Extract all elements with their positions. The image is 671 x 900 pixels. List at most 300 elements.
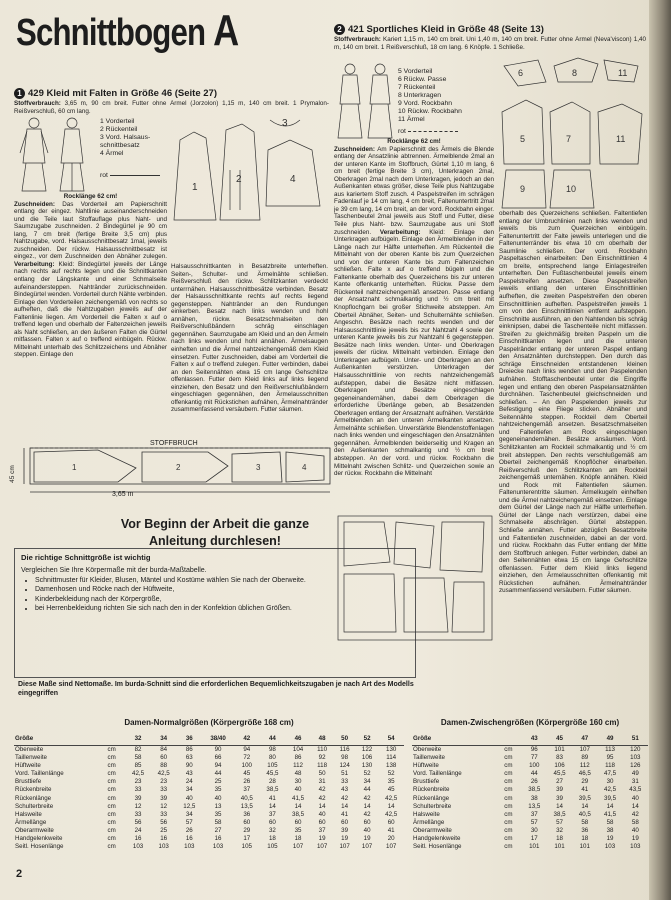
measure-unit: cm (504, 818, 513, 826)
measure-value: 14 (606, 802, 614, 810)
table-row (412, 754, 648, 762)
measure-value: 41 (581, 786, 589, 794)
fabric-width-label: 45 cm (8, 465, 16, 483)
measure-value: 89 (581, 754, 589, 762)
measure-value: 107 (316, 843, 328, 851)
measure-value: 40,5 (578, 810, 591, 818)
measure-unit: cm (107, 762, 116, 770)
measure-value: 57 (185, 818, 193, 826)
measure-unit: cm (504, 770, 513, 778)
measure-name: Ärmellänge (413, 818, 445, 826)
measure-value: 43 (185, 770, 193, 778)
fabric-length-label: 3,65 m (112, 491, 134, 498)
measure-value: 37 (530, 810, 538, 818)
measure-value: 14 (631, 802, 639, 810)
measure-name: Ärmellänge (15, 818, 47, 826)
measure-value: 103 (630, 843, 641, 851)
measure-value: 60 (243, 818, 251, 826)
svg-text:3: 3 (256, 463, 261, 472)
measure-value: 105 (267, 843, 278, 851)
model-2-instructions-col2: oberhalb des Querzeichens schließen. Faltentiefen entlang der Umbruchlinien nach links wenden und jeweils bis zum Querzeichen einbügeln. Faltenuntertritt der Falte jeweils unterlegen und die Faltenunterränder bis etwa 10 cm oberhalb der Saumlinie schließen. Der vord. Rockbahn Paspeltaschen einarbeiten: Den Einschnittlinien 4 cm breite, entsprechend lange Einlagestreifen unterheften. Den Fußtaschenbeutel jeweils einem Paspelstreifen ansetzen. Diese Paspelstreifen jeweils entlang den unteren Einschnittlinien aufheften, die zweiten Paspelstreifen den oberen Einschnittlinien aufheften. Paspelstreifen jeweils 1 cm von den Einschnittlinien entfernt aufsteppen. Einschnitte ausführen, an den Nahtenden bis schräg einknipsen, dabei die Taschenteile nicht mitfassen. Streifen zu gleichmäßig breiten Paspeln um die Einschnittkanten legen und die unteren Paspelränder entlang der unteren Paspel entlang den Ansatznähten durchsteppen. Den durch das schräge Einschneiden entstandenen kleinen Dreiecke nach links wenden und den Paspelenden aufnähen. Stofftaschenbeutel unter die Eingriffe legen und entlang den oberen Paspelansatznähten durchnähen. Taschenbeutel gleichschneiden und schließen. – An den Paspelenden jeweils zur Befestigung eine Fliege sticken. Abnäher und Seitennähte steppen. Rockteil dem Oberteil nahtzeichengemäß ansetzen. Besatzschmalseiten und Faltentiefen am Rock eingeschlagen gegeneinandernähen. Besätze ansäumen. Vord. Schlitzkanten am Rockteil schmalkantig und ½ cm breit absteppen. Den rechts verschlußgemäß am Oberteil zeichengemäß Knopflöcher einarbeiten. Reißverschluß den Schlitzkanten am Rockteil zeichengemäß unternähen. Knöpfe annähen. Kleid und Rock mit Faltentiefen säumen. Faltenunterentritte säumen. Ärmelkugeln einheften und die Ärmel nahtzeichengemäß einsetzen. Einlage dem Gürtel der Länge nach zur Hälfte unterheften. Gürtel der Länge nach verstürzen, dabei eine Schmalseite abschrägen. Gürtel absteppen. Schließe annähen. Futter abzüglich Besatzbreite und Faltentiefen zuschneiden, dabei an der vord. und rückw. Rockbahn das Futter entlang der Mitte dem Stoffbruch anlegen. Futter verbinden, dabei an den Seitennähten etwa 15 cm lange Gehschlitze offenlassen. Futter dem Kleid links liegend einziehen, den Ärmelausschnitten offenkantig mit Rückstichen aufnähen. Ärmelnahtränder zusammenfassend versäubern. Futter säumen. (499, 210, 647, 595)
measure-value: 39 (341, 826, 349, 834)
measure-value: 26 (530, 778, 538, 786)
size-guide-bullet: • Schnittmuster für Kleider, Blusen, Mäntel und Kostüme wählen Sie nach der Oberweite. (35, 576, 409, 586)
measure-value: 42 (363, 794, 371, 802)
table-row (412, 786, 648, 794)
measure-name: Rückenbreite (15, 786, 52, 794)
measure-value: 101 (554, 843, 565, 851)
measure-value: 103 (184, 843, 195, 851)
model-1-instructions-col2: Halsausschnittkanten in Besatzbreite unterheften. Seiten-, Schulter- und Ärmelnähte schließen. Reißverschluß den rückw. Schlitzkanten verdeckt unterrnähen. Halsausschnittbesätze verbinden. Besatz der Halsausschnittkante rechts auf rechts liegend gegensteppen. Nahtränder an den Rundungen einkerben. Besatz nach links wenden und hohl annähen, rückw. Besatzschmalseiten den Reißverschlußbändern schräg einschlagen gegennähen. Saumzugabe am Kleid und an den Ärmeln nach links wenden und hohl annähen. Ärmelsaugen einheften und die Ärmel nahtzeichengemäß dem Kleid einsetzen. Futter zuschneiden, dabei am Vorderteil die Falten x auf o treffend zulegen. Futter verbinden, dabei an den Seitennähten etwa 15 cm lange Gehschlitze offenlassen. Futter dem Kleid links auf links liegend einziehen, den Besatz und den Reißverschlußbändern eingeschlagen gegennähen, den Ärmelausschnitten offenkantig mit Rückstichen aufnähen, Ärmelnahtränder zusammenfassend versäubern. Futter säumen. (171, 263, 328, 414)
model-2-parts-list: 5 Vorderteil 6 Rückw. Passe 7 Rückenteil 8 Unterkragen 9 Vord. Rockbahn 10 Rückw. Rockbahn 11 Ärmel (398, 68, 462, 123)
measure-name: Brusttiefe (413, 778, 440, 786)
size-guide-bullet: • bei Herrenbekleidung richten Sie sich nach den in der Konfektion üblichen Größen. (35, 604, 409, 614)
size-header: 48 (311, 733, 333, 746)
measure-value: 100 (529, 762, 540, 770)
measure-value: 42,5 (385, 794, 398, 802)
svg-text:4: 4 (290, 174, 296, 185)
model-2-pattern-pieces (498, 52, 648, 210)
measure-value: 94 (243, 746, 251, 753)
measure-value: 23 (134, 778, 142, 786)
measure-value: 48 (294, 770, 302, 778)
measure-value: 77 (530, 754, 538, 762)
measure-value: 38,5 (292, 810, 305, 818)
measure-value: 95 (606, 754, 614, 762)
measure-value: 27 (556, 778, 563, 786)
measure-value: 110 (317, 746, 328, 753)
measure-value: 83 (556, 754, 563, 762)
measure-value: 39 (556, 786, 563, 794)
measure-value: 14 (556, 802, 563, 810)
size-header: 32 (125, 733, 151, 746)
table-row (14, 827, 404, 835)
measure-value: 103 (212, 843, 224, 851)
measure-unit: cm (107, 786, 116, 794)
measure-value: 130 (361, 762, 373, 770)
measure-value: 14 (363, 802, 371, 810)
measure-unit: cm (504, 802, 513, 810)
measure-value: 60 (318, 818, 326, 826)
measure-unit: cm (107, 770, 116, 778)
size-header: 34 (151, 733, 177, 746)
size-table-normal-title: Damen-Normalgrößen (Körpergröße 168 cm) (124, 718, 294, 727)
svg-text:9: 9 (520, 184, 526, 194)
size-header: 38/40 (202, 733, 234, 746)
measure-name: Rückenbreite (413, 786, 450, 794)
svg-text:8: 8 (572, 68, 578, 78)
page-title: Schnittbogen A (16, 6, 239, 55)
measure-unit: cm (107, 754, 116, 762)
measure-value: 58 (631, 818, 639, 826)
size-table-header-row (412, 733, 648, 746)
size-header: 52 (356, 733, 378, 746)
measure-value: 16 (134, 835, 142, 843)
measure-value: 24 (185, 778, 193, 786)
svg-text:7: 7 (566, 134, 572, 144)
table-row (412, 762, 648, 770)
measure-value: 113 (605, 746, 615, 753)
measure-value: 118 (317, 762, 328, 770)
model-2-color-legend: rot (398, 128, 458, 136)
measure-value: 45 (243, 770, 251, 778)
measure-value: 105 (267, 762, 278, 770)
size-header: 51 (623, 733, 648, 746)
measure-value: 14 (581, 802, 589, 810)
measure-value: 85 (134, 762, 142, 770)
measure-value: 114 (386, 754, 397, 762)
measure-value: 42,5 (132, 770, 145, 778)
measure-value: 38 (530, 794, 538, 802)
measure-value: 13,5 (528, 802, 541, 810)
measure-name: Taillenweite (413, 754, 445, 762)
measure-value: 66 (214, 754, 222, 762)
measure-name: Oberweite (413, 746, 442, 753)
measure-name: Seitl. Hosenlänge (413, 843, 462, 851)
measure-value: 40 (363, 826, 371, 834)
measure-value: 105 (241, 843, 252, 851)
measure-value: 72 (243, 754, 251, 762)
model-1-heading: 1 429 Kleid mit Falten in Größe 46 (Seite 27) (14, 88, 217, 99)
model-1-stoff: Stoffverbrauch: 3,65 m, 90 cm breit. Futter ohne Ärmel (Jorzolon) 1,15 m, 140 cm breit. 1 Prymalon-Reißverschluß, 60 cm lang. (14, 100, 329, 115)
measure-name: Brusttiefe (15, 778, 42, 786)
measure-value: 43 (341, 786, 349, 794)
measure-name: Halsweite (413, 810, 440, 818)
measure-value: 45,5 (553, 770, 566, 778)
measure-value: 18 (556, 835, 563, 843)
measure-value: 116 (339, 746, 350, 753)
measure-value: 38 (606, 826, 614, 834)
measure-value: 124 (339, 762, 350, 770)
measure-name: Vord. Taillenlänge (413, 770, 462, 778)
measure-value: 84 (160, 746, 168, 753)
measure-value: 20 (387, 835, 395, 843)
measure-value: 26 (243, 778, 251, 786)
measure-name: Seitl. Hosenlänge (15, 843, 64, 851)
measure-value: 37 (243, 786, 251, 794)
measure-value: 107 (361, 843, 373, 851)
size-table-intermediate-title: Damen-Zwischengrößen (Körpergröße 160 cm) (440, 718, 620, 727)
measure-name: Oberarmweite (413, 826, 452, 834)
measure-unit: cm (107, 843, 116, 851)
measure-value: 49 (631, 770, 639, 778)
measure-value: 16 (160, 835, 168, 843)
measure-name: Schulterbreite (413, 802, 452, 810)
measure-value: 101 (529, 843, 540, 851)
measure-value: 122 (361, 746, 373, 753)
measure-value: 120 (630, 746, 641, 753)
measure-value: 58 (134, 754, 142, 762)
measure-value: 42 (318, 786, 326, 794)
measure-unit: cm (504, 843, 513, 851)
measure-value: 12,5 (183, 802, 196, 810)
measure-name: Handgelenkweite (413, 835, 461, 843)
measure-value: 33 (160, 786, 168, 794)
measure-value: 42 (363, 810, 371, 818)
measure-value: 35 (294, 826, 302, 834)
measure-value: 41,5 (292, 794, 305, 802)
measure-name: Halsweite (15, 810, 42, 818)
measure-value: 25 (160, 826, 168, 834)
measure-value: 63 (185, 754, 193, 762)
size-label-header: Größe (14, 733, 107, 746)
size-table-normal (14, 716, 404, 851)
table-row (412, 843, 648, 851)
measure-value: 58 (581, 818, 589, 826)
svg-text:1: 1 (192, 182, 198, 193)
size-header: 36 (176, 733, 202, 746)
table-row (412, 811, 648, 819)
measure-value: 30 (606, 778, 614, 786)
measure-unit: cm (504, 778, 513, 786)
measure-value: 35 (387, 778, 395, 786)
measure-value: 52 (363, 770, 371, 778)
table-row (412, 819, 648, 827)
measure-value: 103 (604, 843, 616, 851)
measure-value: 92 (318, 754, 326, 762)
measure-value: 112 (579, 762, 590, 770)
measure-value: 23 (160, 778, 168, 786)
measure-value: 39 (160, 794, 168, 802)
measure-unit: cm (504, 826, 513, 834)
table-row (412, 835, 648, 843)
table-row (14, 843, 404, 851)
measure-value: 57 (556, 818, 563, 826)
size-table-header-row (14, 733, 404, 746)
measure-value: 82 (134, 746, 142, 753)
measure-name: Rückenlänge (15, 794, 52, 802)
measure-value: 24 (134, 826, 142, 834)
table-row (14, 811, 404, 819)
measure-value: 104 (292, 746, 304, 753)
measure-value: 101 (579, 843, 590, 851)
svg-text:4: 4 (302, 463, 307, 472)
measure-value: 42,5 (604, 786, 617, 794)
measure-name: Hüftweite (15, 762, 41, 770)
measure-value: 12 (134, 802, 142, 810)
measure-value: 16 (185, 835, 193, 843)
measure-value: 32 (556, 826, 563, 834)
measure-value: 60 (363, 818, 371, 826)
size-header: 44 (260, 733, 286, 746)
measure-value: 42 (631, 810, 639, 818)
measure-value: 40 (185, 794, 193, 802)
svg-text:11: 11 (616, 134, 626, 144)
measure-value: 107 (579, 746, 590, 753)
measure-unit: cm (107, 810, 116, 818)
measure-value: 39,5 (604, 794, 617, 802)
table-row (14, 835, 404, 843)
table-row (14, 795, 404, 803)
measure-value: 38,5 (553, 810, 566, 818)
table-row (14, 778, 404, 786)
measure-value: 18 (294, 835, 302, 843)
table-row (14, 770, 404, 778)
measure-unit: cm (107, 794, 116, 802)
table-row (14, 803, 404, 811)
size-header: 50 (333, 733, 355, 746)
measure-value: 26 (185, 826, 193, 834)
measure-value: 112 (293, 762, 303, 770)
page-number: 2 (16, 868, 23, 880)
table-row (14, 746, 404, 755)
svg-text:2: 2 (176, 463, 181, 472)
measure-value: 52 (387, 770, 395, 778)
measure-value: 14 (268, 802, 276, 810)
measure-value: 60 (268, 818, 276, 826)
measure-value: 39 (556, 794, 563, 802)
measure-value: 17 (243, 835, 251, 843)
measure-value: 42 (341, 794, 349, 802)
measure-value: 38,5 (266, 786, 279, 794)
measure-value: 40 (631, 794, 639, 802)
measure-value: 107 (292, 843, 304, 851)
measure-name: Hüftweite (413, 762, 439, 770)
measure-value: 88 (160, 762, 168, 770)
model-2-heading: 2 421 Sportliches Kleid in Größe 48 (Seite 13) (334, 24, 544, 35)
measure-value: 45 (387, 786, 395, 794)
measure-value: 42 (318, 794, 326, 802)
table-row (412, 827, 648, 835)
measure-value: 33 (134, 786, 142, 794)
measure-value: 106 (361, 754, 373, 762)
measure-name: Oberweite (15, 746, 44, 753)
measure-value: 13,5 (240, 802, 253, 810)
measure-value: 40,5 (240, 794, 253, 802)
measure-value: 19 (631, 835, 639, 843)
unit-header (503, 733, 521, 746)
measure-value: 38,5 (528, 786, 541, 794)
measure-value: 37 (318, 826, 326, 834)
measure-value: 42,5 (385, 810, 398, 818)
measure-unit: cm (504, 762, 513, 770)
measure-value: 35 (214, 786, 222, 794)
measure-value: 19 (341, 835, 349, 843)
measure-value: 47,5 (604, 770, 617, 778)
measure-value: 80 (268, 754, 276, 762)
svg-text:1: 1 (72, 463, 77, 472)
net-measurements-note: Diese Maße sind Nettomaße. Im burda-Schnitt sind die erforderlichen Bequemlichkeitszugaben je nach Art des Modells eingegriffen (18, 681, 414, 697)
table-row (412, 803, 648, 811)
measure-value: 101 (554, 746, 565, 753)
model-1-parts-list: 1 Vorderteil 2 Rückenteil 3 Vord. Halsaus- schnittbesatz 4 Ärmel (100, 118, 151, 157)
measure-value: 33 (341, 778, 349, 786)
size-header: 43 (522, 733, 547, 746)
measure-value: 42,5 (157, 770, 170, 778)
measure-value: 130 (386, 746, 397, 753)
measure-value: 138 (386, 762, 397, 770)
measure-value: 33 (160, 810, 168, 818)
measure-value: 103 (132, 843, 144, 851)
measure-value: 16 (214, 835, 222, 843)
measure-value: 60 (160, 754, 168, 762)
measure-value: 14 (387, 802, 395, 810)
measure-name: Oberarmweite (15, 826, 54, 834)
measure-value: 28 (268, 778, 276, 786)
measure-value: 31 (631, 778, 639, 786)
measure-value: 90 (214, 746, 222, 753)
measure-value: 107 (386, 843, 397, 851)
measure-value: 94 (214, 762, 222, 770)
size-header: 42 (234, 733, 260, 746)
unit-header (107, 733, 126, 746)
measure-value: 60 (387, 818, 395, 826)
measure-value: 27 (214, 826, 222, 834)
measure-value: 17 (530, 835, 538, 843)
table-row (14, 762, 404, 770)
model-2-sketch (334, 62, 396, 142)
measure-value: 34 (185, 810, 193, 818)
measure-unit: cm (107, 746, 116, 753)
measure-value: 40 (318, 810, 326, 818)
svg-text:2: 2 (236, 174, 242, 185)
measure-unit: cm (504, 754, 513, 762)
measure-unit: cm (504, 835, 513, 843)
model-1-instructions-col1: Rocklänge 62 cm! Zuschneiden: Das Vorderteil am Papierschnitt entlang der eingez. Nahtlinie auseinanderschneiden und die Teile laut Stoffauflage plus Naht- und Saumzugabe zuschneiden. 2 Bindegürtel je 90 cm lang, 7 cm breit (fertige Breite 3,5 cm) plus Nahtzugabe, vord. Halsausschnittbesatz 1mal, jeweils zuschneiden. Der rückw. Halsausschnittbesatz ist eingez., vor dem Zuschneiden den Abnäher zulegen. Verarbeitung: Kleid: Bindegürtel jeweils der Länge nach rechts auf rechts legen und die Schnittkanten entlang der Längskante und einer Schmalseite aufeinandersteppen. Nahtränder zurückschneiden. Bindegürtel wenden. Vorderteil durch Nähte verbinden. Einlage den Vorderteilen zeichengemäß von rechts so aufheften, daß die Nahtzugaben jeweils auf der Faltenlinie liegen. Am Vorderteil die Falten x auf o treffend legen und oberhalb der Faltenzeichen jeweils als Naht schließen, an den äußeren Falten die Gürtel mitfassen. Falten x auf o treffend einbügeln. Rückw. Mittelnaht unterhalb des Schlitzzeichens und Abnäher steppen. Einlage den (14, 193, 167, 359)
size-guide-bullet: • Damenhosen und Röcke nach der Hüftweite, (35, 585, 409, 595)
measure-value: 31 (318, 778, 326, 786)
measure-value: 90 (185, 762, 193, 770)
model-2-fabric-layout (334, 512, 496, 644)
measure-value: 51 (341, 770, 349, 778)
size-header: 54 (378, 733, 404, 746)
size-header: 46 (285, 733, 311, 746)
size-header: 45 (547, 733, 572, 746)
read-instructions-notice: Vor Beginn der Arbeit die ganze Anleitung durchlesen! (120, 517, 310, 548)
measure-value: 37 (268, 810, 276, 818)
measure-value: 13 (214, 802, 222, 810)
size-guide-bullet: • Kinderbekleidung nach der Körpergröße, (35, 595, 409, 605)
measure-value: 18 (268, 835, 276, 843)
page-spine (649, 0, 671, 900)
measure-value: 29 (581, 778, 589, 786)
model-1-color-legend: rot (100, 172, 160, 180)
measure-name: Schulterbreite (15, 802, 54, 810)
table-row (14, 754, 404, 762)
measure-value: 56 (160, 818, 168, 826)
table-row (412, 746, 648, 755)
measure-value: 40 (631, 826, 639, 834)
measure-value: 39 (134, 794, 142, 802)
measure-value: 100 (241, 762, 252, 770)
measure-value: 19 (318, 835, 326, 843)
measure-value: 33 (134, 810, 142, 818)
measure-value: 98 (341, 754, 349, 762)
model-2-instructions-col1: Rocklänge 62 cm! Zuschneiden: Am Papierschnitt des Ärmels die Blende entlang der Ansatzlinie abtrennen. Ärmelblende 2mal an der unteren Kante im Stoffbruch, Gürtel 1,10 m lang, 6 cm breit (fertige Breite 3 cm), Unterkragen 2mal, Oberkragen 2mal nach dem Unterkragen, jedoch an den Außenkanten etwas größer, diese Teile plus Nahtzugabe aus kariertem Stoff zusch. 4 Paspelstreifen im schrägen Fadenlauf je 14 cm lang, 4 cm breit, Faltenuntertritt 2mal je 39 cm lang, 14 cm breit, an der vord. Rockbahn einger. Taschenbeutel 2mal jeweils aus Stoff und Futter, diese Teile plus Naht- bzw. Saumzugabe aus uni Stoff zuschneiden. Verarbeitung: Kleid: Einlage den Unterkragen aufbügeln. Einlage den Ärmelblenden in der Länge nach zur Hälfte unterheften. Am Rückenteil die Mittelnaht von der oberen Kante bis zum Querzeichen und von der unteren Kante bis zum Faltenzeichen schließen. Falte x auf o treffend bügeln und die Faltenkante oberhalb des Querzeichens bis zur unteren Kante offenkantig unterheften. Rückw. Passe dem Rückenteil nahtzeichengemäß ansetzen. Passe entlang der Ansatznaht schmalkantig und ½ cm breit mit Knopflochgarn bei großer Stichweite absteppen. Am Oberteil Abnäher, Seiten- und Schulternähte schließen. Angeschn. Besätze nach rechts wenden und der Halsausschnittlinie jeweils bis zur Nahtzahl 4 sowie der unteren Kante jeweils bis zur Nahtzahl 6 gegensteppen. Besätze nach links wenden. Unter- und Oberkragen jeweils der rückw. Mittelnaht verbinden. Einlage den Unterkragen aufbügeln. Unter- und Oberkragen an den Außenkanten verstürzen. Unterkragen der Halsausschnittlinie von rechts nahtzeichengemäß aufsteppen, dabei die Besätze nicht mitfassen. Oberkragen und Besätze eingeschlagen gegeneinandernähen, dabei dem Oberkragen die erforderliche Überlänge geben, ab Besatzenden Oberkragen entlang der Ansatznaht aufnähen. Verstärkte Ärmelblenden an den unteren Ärmelkanten ansetzen. Ärmelnähte schließen. Unverstärkte Blendenstoffenlagen nach links wenden und eingeschlagen den Ansatznähten gegennähen. Ärmelblenden beiderseitig und Kragen an den Außenkanten schmalkantig und ½ cm breit absteppen. An der vord. und rückw. Rockbahn die Mittelnaht zwischen Schlitz- und Querzeichen sowie an der rückw. Rockbahn die Mittelnaht (334, 138, 494, 478)
measure-value: 19 (363, 835, 371, 843)
measure-value: 50 (318, 770, 326, 778)
measure-value: 36 (581, 826, 589, 834)
measure-value: 96 (530, 746, 538, 753)
measure-value: 98 (268, 746, 276, 753)
measure-value: 32 (268, 826, 276, 834)
measure-value: 12 (160, 802, 168, 810)
measure-unit: cm (504, 794, 513, 802)
measure-value: 60 (294, 818, 302, 826)
measure-name: Rückenlänge (413, 794, 450, 802)
measure-unit: cm (107, 818, 116, 826)
size-label-header: Größe (412, 733, 503, 746)
table-row (412, 770, 648, 778)
measure-name: Taillenweite (15, 754, 47, 762)
measure-value: 29 (243, 826, 251, 834)
measure-value: 14 (318, 802, 326, 810)
measure-value: 44 (530, 770, 538, 778)
measure-value: 30 (294, 778, 302, 786)
svg-text:6: 6 (518, 68, 524, 78)
measure-value: 40 (294, 786, 302, 794)
measure-value: 41,5 (604, 810, 617, 818)
